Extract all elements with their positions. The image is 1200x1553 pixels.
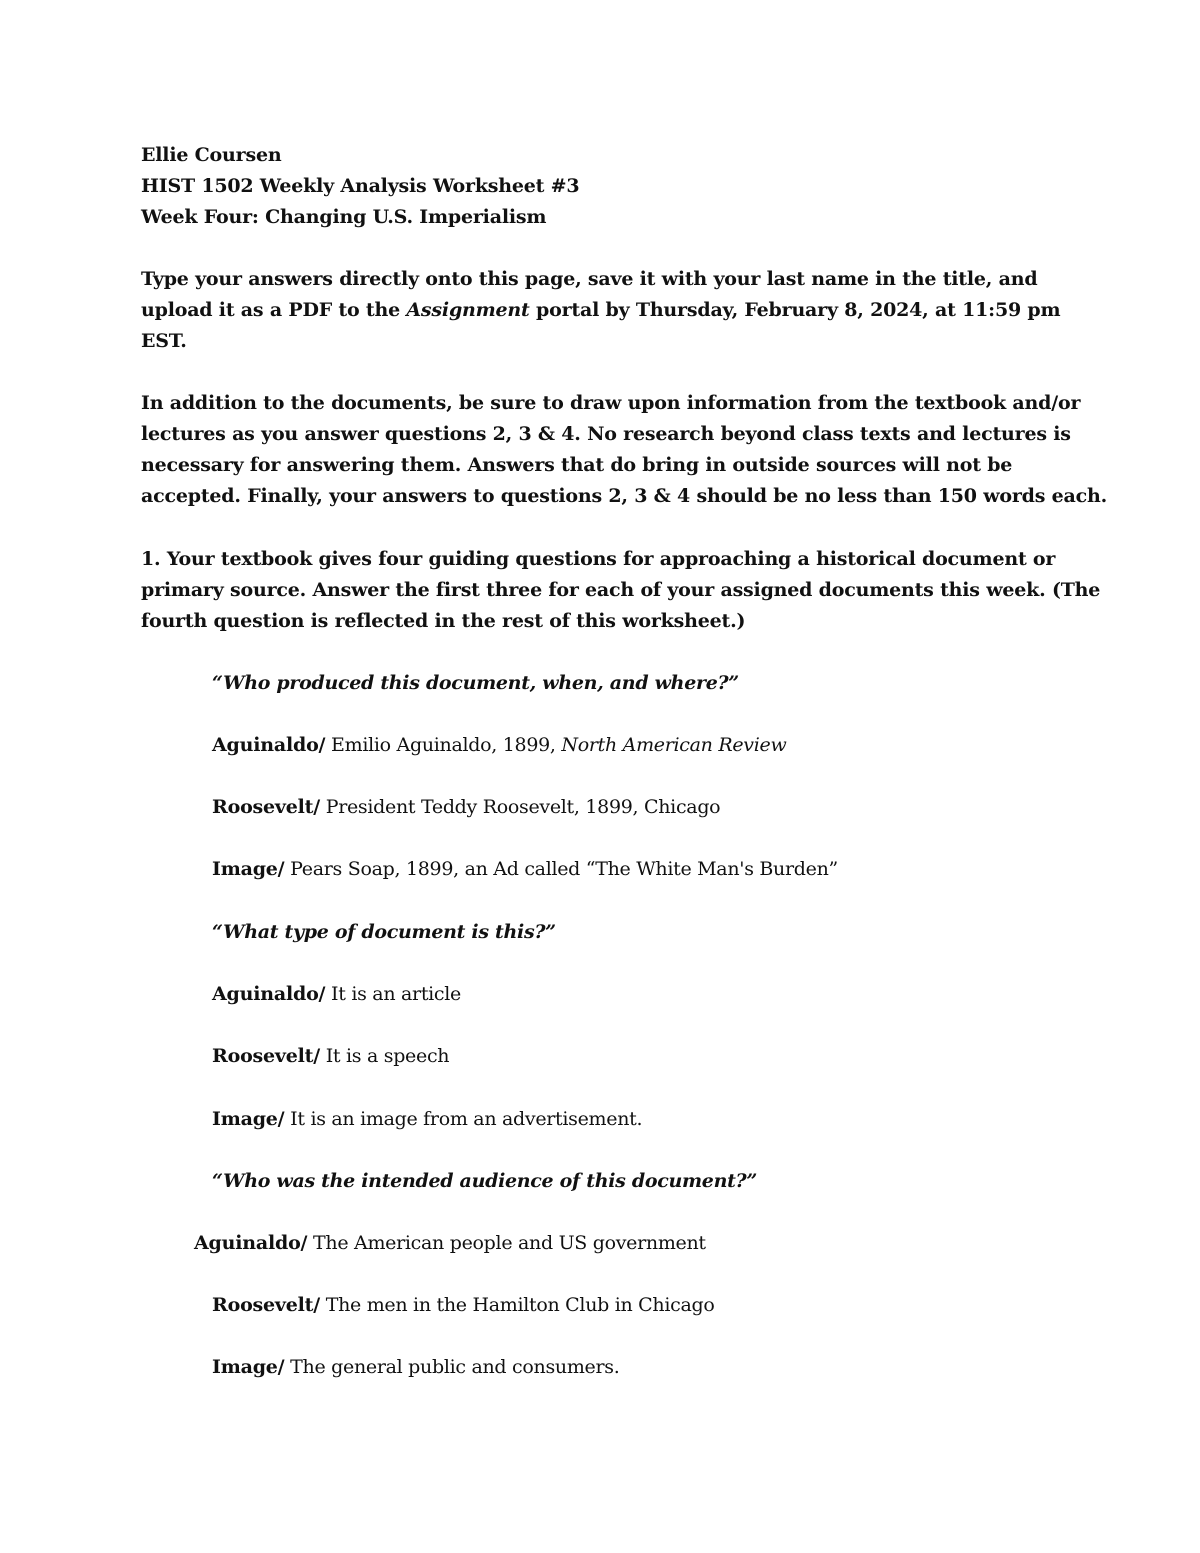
answer-roosevelt-audience: Roosevelt/ The men in the Hamilton Club in Chicago: [212, 1294, 715, 1316]
answer-aguinaldo-who: Aguinaldo/ Emilio Aguinaldo, 1899, North American Review: [212, 734, 787, 756]
instructions-line: upload it as a PDF to the Assignment portal by Thursday, February 8, 2024, at 11:59 pm: [141, 299, 1061, 321]
instructions-line: necessary for answering them. Answers that do bring in outside sources will not be: [141, 454, 1013, 476]
answer-aguinaldo-type: Aguinaldo/ It is an article: [212, 983, 461, 1005]
answer-roosevelt-type: Roosevelt/ It is a speech: [212, 1045, 450, 1067]
instructions-line: EST.: [141, 330, 187, 352]
instructions-line: accepted. Finally, your answers to questions 2, 3 & 4 should be no less than 150 words each.: [141, 485, 1108, 507]
question-1-line: 1. Your textbook gives four guiding questions for approaching a historical document or: [141, 548, 1056, 570]
student-name: Ellie Coursen: [141, 144, 282, 166]
week-title: Week Four: Changing U.S. Imperialism: [141, 206, 547, 228]
instructions-line: Type your answers directly onto this page, save it with your last name in the title, and: [141, 268, 1038, 290]
answer-image-who: Image/ Pears Soap, 1899, an Ad called “The White Man's Burden”: [212, 858, 838, 880]
course-title: HIST 1502 Weekly Analysis Worksheet #3: [141, 175, 580, 197]
assignment-portal-name: Assignment: [406, 299, 530, 321]
guiding-question-who: “Who produced this document, when, and where?”: [212, 672, 739, 694]
question-1-line: primary source. Answer the first three for each of your assigned documents this week. (The: [141, 579, 1101, 601]
instructions-line: lectures as you answer questions 2, 3 & 4. No research beyond class texts and lectures is: [141, 423, 1071, 445]
answer-image-audience: Image/ The general public and consumers.: [212, 1356, 620, 1378]
answer-image-type: Image/ It is an image from an advertisement.: [212, 1108, 643, 1130]
question-1-line: fourth question is reflected in the rest of this worksheet.): [141, 610, 746, 632]
guiding-question-audience: “Who was the intended audience of this document?”: [212, 1170, 758, 1192]
answer-aguinaldo-audience: Aguinaldo/ The American people and US government: [194, 1232, 706, 1254]
answer-roosevelt-who: Roosevelt/ President Teddy Roosevelt, 1899, Chicago: [212, 796, 721, 818]
guiding-question-type: “What type of document is this?”: [212, 921, 556, 943]
instructions-line: In addition to the documents, be sure to draw upon information from the textbook and/or: [141, 392, 1081, 414]
